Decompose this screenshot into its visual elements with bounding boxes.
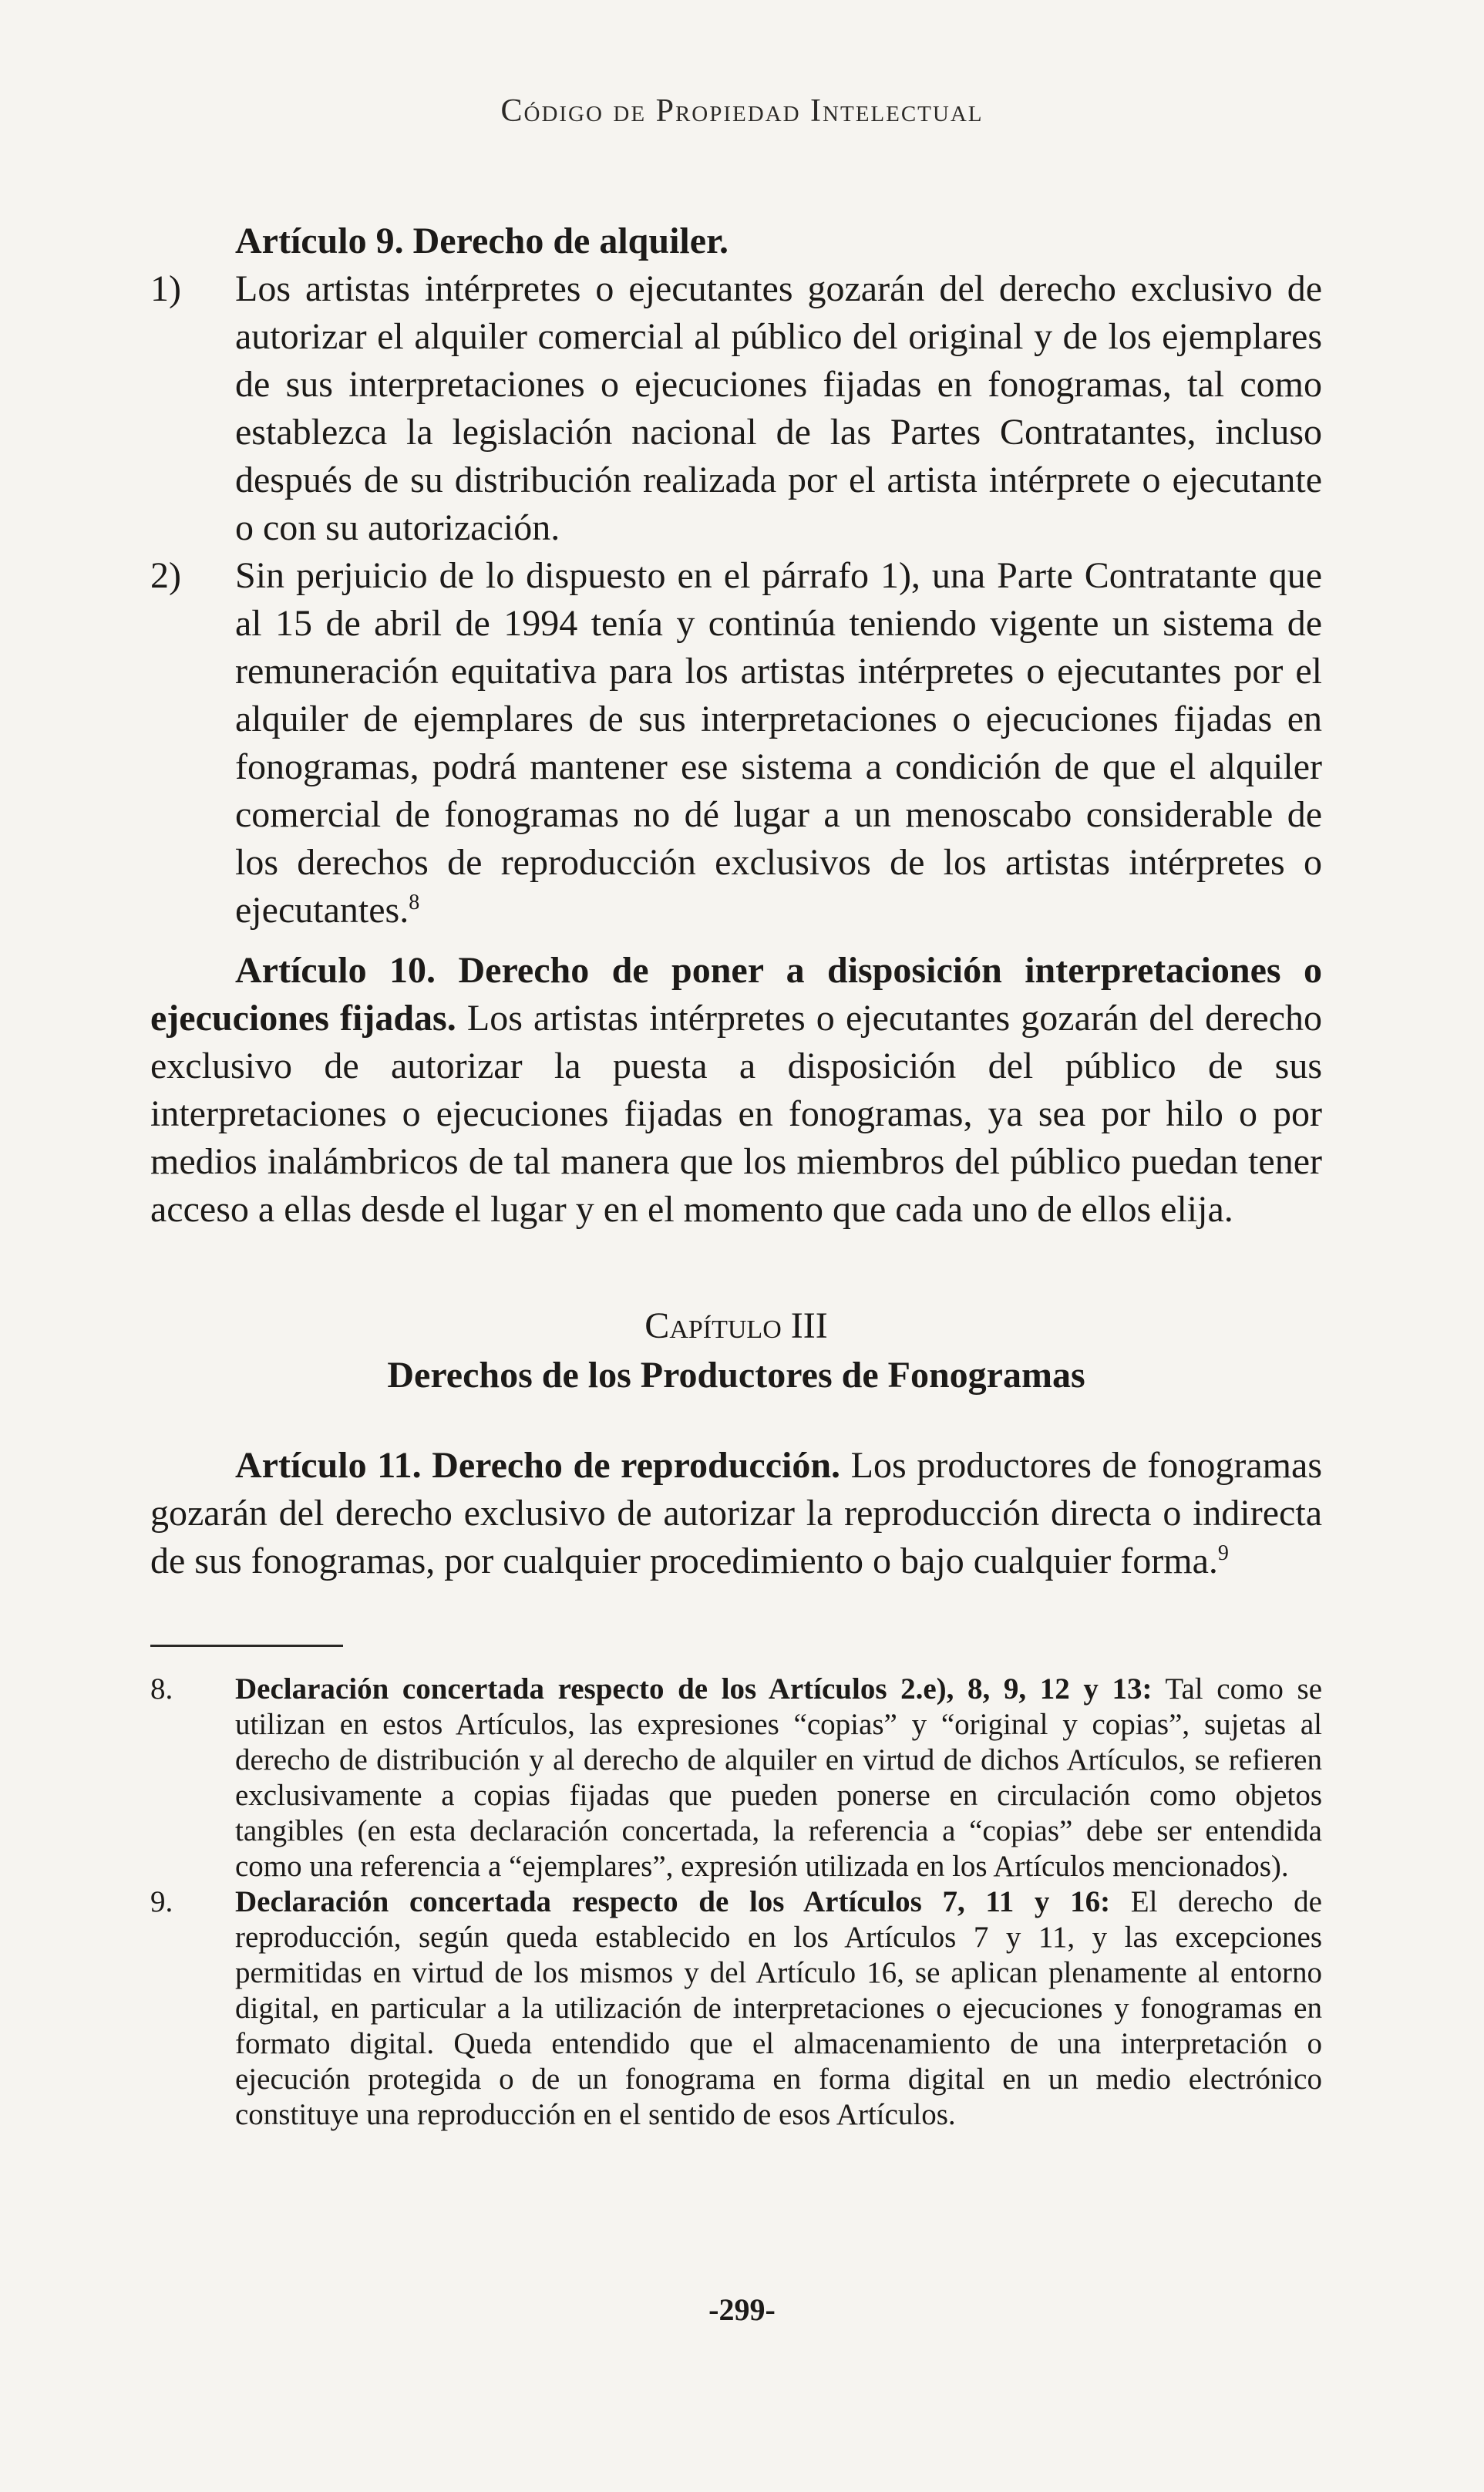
footnote-lead: Declaración concertada respecto de los Artículos 7, 11 y 16: [235,1885,1111,1918]
article-11 [150,1442,1322,1585]
footnote-8 [150,1672,1322,1884]
item-number: 2) [150,555,181,596]
article-11-text: Los productores de fonogramas gozarán del derecho exclusivo de autorizar la reproducción directa o indirecta de sus fonogramas, por cualquier procedimiento o bajo cualquier forma. [150,1445,1322,1581]
footnotes [150,1672,1322,2133]
article-9-item-1 [150,265,1322,552]
footnote-ref: 9 [1217,1541,1229,1565]
article-10-paragraph [150,947,1322,1234]
running-head: Código de Propiedad Intelectual [500,93,984,129]
article-10-text: Los artistas intérpretes o ejecutantes gozarán del derecho exclusivo de autorizar la puesta a disposición del público de sus interpretaciones o ejecuciones fijadas en fonogramas, ya sea por hilo o por medios inalámbricos de tal manera que los miembros del público puedan tener acceso a ellas desde el lugar y en el momento que cada uno de ellos elija. [150,998,1322,1230]
article-9 [150,217,1322,934]
footnote-text: El derecho de reproducción, según queda establecido en los Artículos 7 y 11, y las excepciones permitidas en virtud de los mismos y del Artículo 16, se aplican plenamente al entorno digital, en particular a la utilización de interpretaciones o ejecuciones y fonogramas en formato digital. Queda entendido que el almacenamiento de una interpretación o ejecución protegida o de un fonograma en forma digital en un medio electrónico constituye una reproducción en el sentido de esos Artículos. [235,1885,1322,2131]
article-10-heading: Artículo 10. Derecho de poner a disposición interpretaciones o ejecuciones fijadas. [150,950,1322,1039]
item-text: Sin perjuicio de lo dispuesto en el párrafo 1), una Parte Contratante que al 15 de abril de 1994 tenía y continúa teniendo vigente un sistema de remuneración equitativa para los artistas intérpretes o ejecutantes por el alquiler de ejemplares de sus interpretaciones o ejecuciones fijadas en fonogramas, podrá mantener ese sistema a condición de que el alquiler comercial de fonogramas no dé lugar a un menoscabo considerable de los derechos de reproducción exclusivos de los artistas intérpretes o ejecutantes. [235,555,1322,931]
footnote-number: 9. [150,1885,173,1918]
article-10 [150,947,1322,1234]
item-number: 1) [150,268,181,309]
chapter-label: Capítulo III [644,1305,828,1346]
footnote-9 [150,1884,1322,2133]
item-text: Los artistas intérpretes o ejecutantes gozarán del derecho exclusivo de autorizar el alquiler comercial al público del original y de los ejemplares de sus interpretaciones o ejecuciones fijadas en fonogramas, tal como establezca la legislación nacional de las Partes Contratantes, incluso después de su distribución realizada por el artista intérprete o ejecutante o con su autorización. [235,268,1322,548]
footnote-lead: Declaración concertada respecto de los Artículos 2.e), 8, 9, 12 y 13: [235,1672,1153,1706]
article-9-heading: Artículo 9. Derecho de alquiler. [235,221,729,261]
chapter-title: Derechos de los Productores de Fonogramas [387,1355,1085,1396]
footnote-ref: 8 [409,891,420,914]
chapter-heading [150,1302,1322,1400]
page-number: -299- [708,2292,776,2327]
article-11-heading: Artículo 11. Derecho de reproducción. [235,1445,841,1486]
footnote-separator [150,1645,343,1647]
footnote-text: Tal como se utilizan en estos Artículos, las expresiones “copias” y “original y copias”, sujetas al derecho de distribución y al derecho de alquiler en virtud de dichos Artículos, se refieren exclusivamente a copias fijadas que pueden ponerse en circulación como objetos tangibles (en esta declaración concertada, la referencia a “copias” debe ser entendida como una referencia a “ejemplares”, expresión utilizada en los Artículos mencionados). [235,1672,1322,1883]
article-11-paragraph [150,1442,1322,1585]
article-9-item-2 [150,552,1322,934]
footnote-number: 8. [150,1672,173,1706]
